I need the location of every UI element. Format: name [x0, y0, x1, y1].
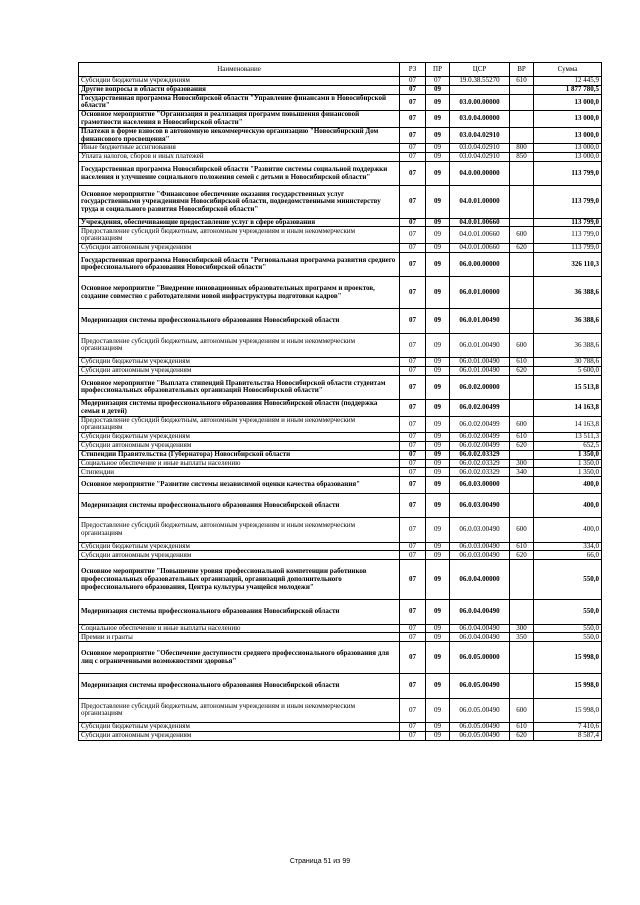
cell-csr: 06.0.02.00499 [450, 400, 510, 417]
cell-pr: 09 [426, 111, 450, 128]
cell-csr: 06.0.05.00490 [450, 698, 510, 722]
cell-vr: 610 [510, 723, 534, 732]
cell-vr: 620 [510, 442, 534, 451]
cell-name: Основное мероприятие "Внедрение инновационных образовательных программ и проектов, создание совместно с работодателями новой инфраструктуры подготовки кадров" [79, 277, 400, 309]
cell-rz: 07 [400, 542, 426, 551]
cell-pr: 09 [426, 633, 450, 642]
cell-pr: 09 [426, 442, 450, 451]
cell-rz: 07 [400, 218, 426, 227]
col-header-csr: ЦСР [450, 63, 510, 77]
cell-name: Государственная программа Новосибирской области "Управление финансами в Новосибирской области" [79, 94, 400, 111]
cell-name: Премии и гранты [79, 633, 400, 642]
cell-sum: 14 163,8 [534, 416, 602, 433]
cell-rz: 07 [400, 433, 426, 442]
cell-csr: 06.0.02.03329 [450, 468, 510, 477]
cell-pr: 09 [426, 542, 450, 551]
cell-vr [510, 375, 534, 399]
cell-rz: 07 [400, 358, 426, 367]
cell-name: Социальное обеспечение и иные выплаты населению [79, 459, 400, 468]
cell-name: Стипендии [79, 468, 400, 477]
cell-rz: 07 [400, 731, 426, 740]
cell-pr: 09 [426, 624, 450, 633]
cell-name: Предоставление субсидий бюджетным, автономным учреждениям и иным некоммерческим организациям [79, 698, 400, 722]
cell-pr: 09 [426, 161, 450, 185]
table-row [79, 477, 602, 494]
cell-pr: 09 [426, 252, 450, 276]
cell-name: Стипендии Правительства (Губернатора) Новосибирской области [79, 450, 400, 459]
cell-csr: 03.0.04.02910 [450, 127, 510, 144]
table-row [79, 243, 602, 252]
cell-sum: 550,0 [534, 600, 602, 624]
cell-vr: 340 [510, 468, 534, 477]
cell-rz: 07 [400, 94, 426, 111]
cell-vr [510, 94, 534, 111]
cell-sum: 550,0 [534, 624, 602, 633]
cell-name: Другие вопросы в области образования [79, 85, 400, 94]
cell-name: Основное мероприятие "Финансовое обеспечение оказания государственных услуг государственными учреждениями Новосибирской области, подведомственными министерству труда и социального развития Новосибирской области" [79, 186, 400, 218]
cell-name: Субсидии автономным учреждениям [79, 243, 400, 252]
cell-sum: 12 445,9 [534, 77, 602, 86]
cell-sum: 326 110,3 [534, 252, 602, 276]
cell-rz: 07 [400, 309, 426, 333]
cell-vr: 610 [510, 542, 534, 551]
cell-name: Платежи в форме взносов в автономную некоммерческую организацию "Новосибирский Дом финансового просвещения" [79, 127, 400, 144]
cell-rz: 07 [400, 252, 426, 276]
page-footer: Страница 51 из 99 [289, 858, 351, 865]
table-row [79, 94, 602, 111]
col-header-vr: ВР [510, 63, 534, 77]
col-header-rz: РЗ [400, 63, 426, 77]
cell-vr [510, 493, 534, 517]
cell-csr: 06.0.04.00490 [450, 633, 510, 642]
col-header-name: Наименование [79, 63, 400, 77]
table-row [79, 560, 602, 600]
cell-rz: 07 [400, 333, 426, 357]
table-row [79, 459, 602, 468]
cell-csr: 06.0.02.03329 [450, 459, 510, 468]
cell-vr: 600 [510, 698, 534, 722]
cell-csr: 06.0.02.00499 [450, 433, 510, 442]
cell-pr: 09 [426, 551, 450, 560]
cell-pr: 09 [426, 127, 450, 144]
cell-vr [510, 674, 534, 698]
cell-sum: 113 799,0 [534, 227, 602, 244]
table-row [79, 85, 602, 94]
cell-name: Предоставление субсидий бюджетным, автономным учреждениям и иным некоммерческим организациям [79, 333, 400, 357]
table-row [79, 375, 602, 399]
cell-name: Субсидии автономным учреждениям [79, 551, 400, 560]
cell-name: Учреждения, обеспечивающие предоставление услуг в сфере образования [79, 218, 400, 227]
cell-csr: 04.0.00.00000 [450, 161, 510, 185]
cell-vr [510, 642, 534, 674]
cell-csr: 06.0.04.00490 [450, 600, 510, 624]
cell-csr: 06.0.00.00000 [450, 252, 510, 276]
cell-name: Субсидии бюджетным учреждениям [79, 77, 400, 86]
cell-vr [510, 186, 534, 218]
cell-csr: 06.0.05.00490 [450, 731, 510, 740]
cell-rz: 07 [400, 477, 426, 494]
cell-name: Социальное обеспечение и иные выплаты населению [79, 624, 400, 633]
cell-vr: 600 [510, 518, 534, 542]
cell-vr [510, 450, 534, 459]
cell-pr: 09 [426, 723, 450, 732]
cell-name: Модернизация системы профессионального образования Новосибирской области [79, 674, 400, 698]
cell-name: Государственная программа Новосибирской области "Региональная программа развития среднего профессионального образования Новосибирской области" [79, 252, 400, 276]
cell-vr: 850 [510, 153, 534, 162]
cell-name: Модернизация системы профессионального образования Новосибирской области [79, 309, 400, 333]
cell-csr: 03.0.04.00000 [450, 111, 510, 128]
cell-sum: 1 350,0 [534, 459, 602, 468]
cell-csr: 06.0.01.00490 [450, 333, 510, 357]
cell-name: Субсидии бюджетным учреждениям [79, 433, 400, 442]
cell-sum: 1 877 780,5 [534, 85, 602, 94]
cell-csr: 04.0.01.00660 [450, 218, 510, 227]
cell-vr: 620 [510, 551, 534, 560]
table-row [79, 400, 602, 417]
table-row [79, 551, 602, 560]
cell-rz: 07 [400, 600, 426, 624]
cell-vr [510, 600, 534, 624]
cell-name: Субсидии автономным учреждениям [79, 731, 400, 740]
cell-sum: 36 388,6 [534, 277, 602, 309]
cell-sum: 15 513,8 [534, 375, 602, 399]
col-header-sum: Сумма [534, 63, 602, 77]
cell-csr: 19.0.38.55270 [450, 77, 510, 86]
cell-name: Предоставление субсидий бюджетным, автономным учреждениям и иным некоммерческим организациям [79, 227, 400, 244]
cell-sum: 400,0 [534, 493, 602, 517]
cell-vr: 610 [510, 433, 534, 442]
cell-rz: 07 [400, 243, 426, 252]
cell-pr: 09 [426, 366, 450, 375]
table-row [79, 433, 602, 442]
cell-pr: 09 [426, 674, 450, 698]
cell-vr: 620 [510, 243, 534, 252]
table-row [79, 218, 602, 227]
cell-sum: 550,0 [534, 633, 602, 642]
table-row [79, 161, 602, 185]
cell-pr: 09 [426, 600, 450, 624]
cell-vr [510, 560, 534, 600]
table-row [79, 642, 602, 674]
cell-sum: 30 788,6 [534, 358, 602, 367]
cell-rz: 07 [400, 144, 426, 153]
cell-csr: 06.0.02.00000 [450, 375, 510, 399]
cell-sum: 652,5 [534, 442, 602, 451]
cell-pr: 09 [426, 186, 450, 218]
cell-vr: 600 [510, 227, 534, 244]
cell-pr: 09 [426, 85, 450, 94]
cell-vr [510, 277, 534, 309]
cell-pr: 09 [426, 153, 450, 162]
cell-sum: 13 000,0 [534, 94, 602, 111]
budget-table [78, 62, 602, 741]
cell-vr: 600 [510, 333, 534, 357]
cell-vr: 620 [510, 366, 534, 375]
cell-rz: 07 [400, 153, 426, 162]
cell-vr: 610 [510, 77, 534, 86]
table-row [79, 153, 602, 162]
cell-rz: 07 [400, 551, 426, 560]
cell-vr [510, 309, 534, 333]
table-row [79, 624, 602, 633]
table-row [79, 633, 602, 642]
cell-name: Субсидии бюджетным учреждениям [79, 358, 400, 367]
cell-sum: 15 998,0 [534, 642, 602, 674]
cell-pr: 09 [426, 227, 450, 244]
cell-name: Уплата налогов, сборов и иных платежей [79, 153, 400, 162]
cell-pr: 09 [426, 375, 450, 399]
cell-sum: 1 350,0 [534, 450, 602, 459]
cell-name: Модернизация системы профессионального образования Новосибирской области [79, 493, 400, 517]
cell-csr [450, 85, 510, 94]
cell-name: Иные бюджетные ассигнования [79, 144, 400, 153]
cell-sum: 66,0 [534, 551, 602, 560]
cell-csr: 06.0.01.00490 [450, 309, 510, 333]
cell-sum: 14 163,8 [534, 400, 602, 417]
cell-sum: 550,0 [534, 560, 602, 600]
cell-sum: 13 000,0 [534, 144, 602, 153]
cell-sum: 36 388,6 [534, 333, 602, 357]
cell-vr [510, 400, 534, 417]
table-row [79, 698, 602, 722]
table-row [79, 493, 602, 517]
cell-rz: 07 [400, 560, 426, 600]
cell-pr: 09 [426, 493, 450, 517]
table-row [79, 366, 602, 375]
table-row [79, 600, 602, 624]
cell-rz: 07 [400, 127, 426, 144]
cell-name: Субсидии автономным учреждениям [79, 442, 400, 451]
cell-rz: 07 [400, 186, 426, 218]
cell-name: Государственная программа Новосибирской области "Развитие системы социальной поддержки населения и улучшение социального положения семей с детьми в Новосибирской области" [79, 161, 400, 185]
cell-pr: 09 [426, 477, 450, 494]
cell-csr: 06.0.03.00000 [450, 477, 510, 494]
cell-name: Предоставление субсидий бюджетным, автономным учреждениям и иным некоммерческим организациям [79, 518, 400, 542]
cell-name: Основное мероприятие "Повышение уровня профессиональной компетенции работников профессиональных образовательных организаций, организаций дополнительного профессионального образования, Центра культуры учащейся молодежи" [79, 560, 400, 600]
cell-rz: 07 [400, 698, 426, 722]
cell-csr: 03.0.04.02910 [450, 144, 510, 153]
cell-vr: 300 [510, 624, 534, 633]
cell-pr: 09 [426, 416, 450, 433]
cell-csr: 03.0.04.02910 [450, 153, 510, 162]
cell-name: Субсидии автономным учреждениям [79, 366, 400, 375]
table-row [79, 186, 602, 218]
cell-csr: 06.0.03.00490 [450, 518, 510, 542]
cell-rz: 07 [400, 723, 426, 732]
cell-rz: 07 [400, 85, 426, 94]
cell-sum: 113 799,0 [534, 218, 602, 227]
cell-pr: 07 [426, 77, 450, 86]
cell-csr: 06.0.03.00490 [450, 493, 510, 517]
cell-pr: 09 [426, 459, 450, 468]
cell-sum: 7 410,6 [534, 723, 602, 732]
cell-sum: 113 799,0 [534, 243, 602, 252]
table-row [79, 674, 602, 698]
cell-csr: 06.0.03.00490 [450, 542, 510, 551]
table-body [79, 77, 602, 741]
cell-sum: 15 998,0 [534, 698, 602, 722]
cell-vr: 350 [510, 633, 534, 642]
table-row [79, 111, 602, 128]
table-row [79, 77, 602, 86]
cell-sum: 113 799,0 [534, 161, 602, 185]
cell-rz: 07 [400, 459, 426, 468]
cell-csr: 06.0.04.00490 [450, 624, 510, 633]
cell-name: Основное мероприятие "Организация и реализация программ повышения финансовой грамотности населения в Новосибирской области" [79, 111, 400, 128]
cell-csr: 04.0.01.00000 [450, 186, 510, 218]
cell-name: Основное мероприятие "Обеспечение доступности среднего профессионального образования для лиц с ограниченными возможностями здоровья" [79, 642, 400, 674]
cell-vr: 600 [510, 416, 534, 433]
cell-name: Субсидии бюджетным учреждениям [79, 542, 400, 551]
table-row [79, 252, 602, 276]
cell-name: Основное мероприятие "Развитие системы независимой оценки качества образования" [79, 477, 400, 494]
cell-rz: 07 [400, 493, 426, 517]
cell-pr: 09 [426, 277, 450, 309]
cell-csr: 04.0.01.00660 [450, 227, 510, 244]
cell-vr [510, 161, 534, 185]
cell-vr [510, 252, 534, 276]
cell-pr: 09 [426, 309, 450, 333]
cell-sum: 15 998,0 [534, 674, 602, 698]
cell-rz: 07 [400, 642, 426, 674]
cell-pr: 09 [426, 358, 450, 367]
table-row [79, 442, 602, 451]
cell-sum: 36 388,6 [534, 309, 602, 333]
cell-csr: 06.0.05.00000 [450, 642, 510, 674]
cell-csr: 06.0.05.00490 [450, 674, 510, 698]
cell-rz: 07 [400, 468, 426, 477]
cell-csr: 06.0.01.00000 [450, 277, 510, 309]
table-row [79, 227, 602, 244]
cell-sum: 400,0 [534, 477, 602, 494]
col-header-pr: ПР [426, 63, 450, 77]
cell-csr: 06.0.03.00490 [450, 551, 510, 560]
cell-sum: 13 000,0 [534, 111, 602, 128]
cell-rz: 07 [400, 518, 426, 542]
cell-pr: 09 [426, 144, 450, 153]
cell-rz: 07 [400, 442, 426, 451]
cell-pr: 09 [426, 560, 450, 600]
table-row [79, 277, 602, 309]
cell-pr: 09 [426, 400, 450, 417]
cell-csr: 06.0.02.00499 [450, 416, 510, 433]
cell-csr: 04.0.01.00660 [450, 243, 510, 252]
cell-rz: 07 [400, 624, 426, 633]
cell-vr [510, 477, 534, 494]
cell-csr: 06.0.05.00490 [450, 723, 510, 732]
table-header [79, 63, 602, 77]
cell-sum: 8 587,4 [534, 731, 602, 740]
cell-sum: 13 511,3 [534, 433, 602, 442]
cell-csr: 03.0.00.00000 [450, 94, 510, 111]
cell-pr: 09 [426, 450, 450, 459]
cell-rz: 07 [400, 227, 426, 244]
table-row [79, 333, 602, 357]
cell-name: Модернизация системы профессионального образования Новосибирской области (поддержка семьи и детей) [79, 400, 400, 417]
cell-rz: 07 [400, 633, 426, 642]
table-row [79, 309, 602, 333]
cell-sum: 13 000,0 [534, 153, 602, 162]
table-row [79, 416, 602, 433]
cell-vr: 610 [510, 358, 534, 367]
cell-pr: 09 [426, 518, 450, 542]
cell-csr: 06.0.02.00499 [450, 442, 510, 451]
cell-rz: 07 [400, 277, 426, 309]
cell-vr [510, 85, 534, 94]
table-row [79, 723, 602, 732]
cell-vr [510, 127, 534, 144]
table-row [79, 144, 602, 153]
cell-pr: 09 [426, 642, 450, 674]
cell-sum: 13 000,0 [534, 127, 602, 144]
table-row [79, 542, 602, 551]
cell-pr: 09 [426, 468, 450, 477]
table-row [79, 358, 602, 367]
cell-pr: 09 [426, 218, 450, 227]
table-row [79, 127, 602, 144]
table-row [79, 518, 602, 542]
cell-pr: 09 [426, 94, 450, 111]
cell-vr [510, 218, 534, 227]
cell-sum: 1 350,0 [534, 468, 602, 477]
cell-pr: 09 [426, 243, 450, 252]
cell-rz: 07 [400, 366, 426, 375]
cell-pr: 09 [426, 433, 450, 442]
table-row [79, 731, 602, 740]
cell-name: Предоставление субсидий бюджетным, автономным учреждениям и иным некоммерческим организациям [79, 416, 400, 433]
cell-sum: 400,0 [534, 518, 602, 542]
cell-csr: 06.0.01.00490 [450, 366, 510, 375]
cell-csr: 06.0.01.00490 [450, 358, 510, 367]
cell-pr: 09 [426, 333, 450, 357]
cell-sum: 5 600,0 [534, 366, 602, 375]
cell-name: Модернизация системы профессионального образования Новосибирской области [79, 600, 400, 624]
cell-rz: 07 [400, 674, 426, 698]
cell-rz: 07 [400, 450, 426, 459]
table-row [79, 468, 602, 477]
cell-vr: 620 [510, 731, 534, 740]
cell-rz: 07 [400, 111, 426, 128]
cell-rz: 07 [400, 375, 426, 399]
cell-rz: 07 [400, 416, 426, 433]
cell-sum: 334,0 [534, 542, 602, 551]
cell-rz: 07 [400, 77, 426, 86]
cell-name: Основное мероприятие "Выплата стипендий Правительства Новосибирской области студентам профессиональных образовательных организаций Новосибирской области" [79, 375, 400, 399]
cell-vr: 800 [510, 144, 534, 153]
cell-csr: 06.0.02.03329 [450, 450, 510, 459]
cell-vr [510, 111, 534, 128]
cell-vr: 300 [510, 459, 534, 468]
cell-rz: 07 [400, 161, 426, 185]
cell-pr: 09 [426, 731, 450, 740]
cell-pr: 09 [426, 698, 450, 722]
cell-name: Субсидии бюджетным учреждениям [79, 723, 400, 732]
cell-rz: 07 [400, 400, 426, 417]
table-row [79, 450, 602, 459]
cell-csr: 06.0.04.00000 [450, 560, 510, 600]
cell-sum: 113 799,0 [534, 186, 602, 218]
